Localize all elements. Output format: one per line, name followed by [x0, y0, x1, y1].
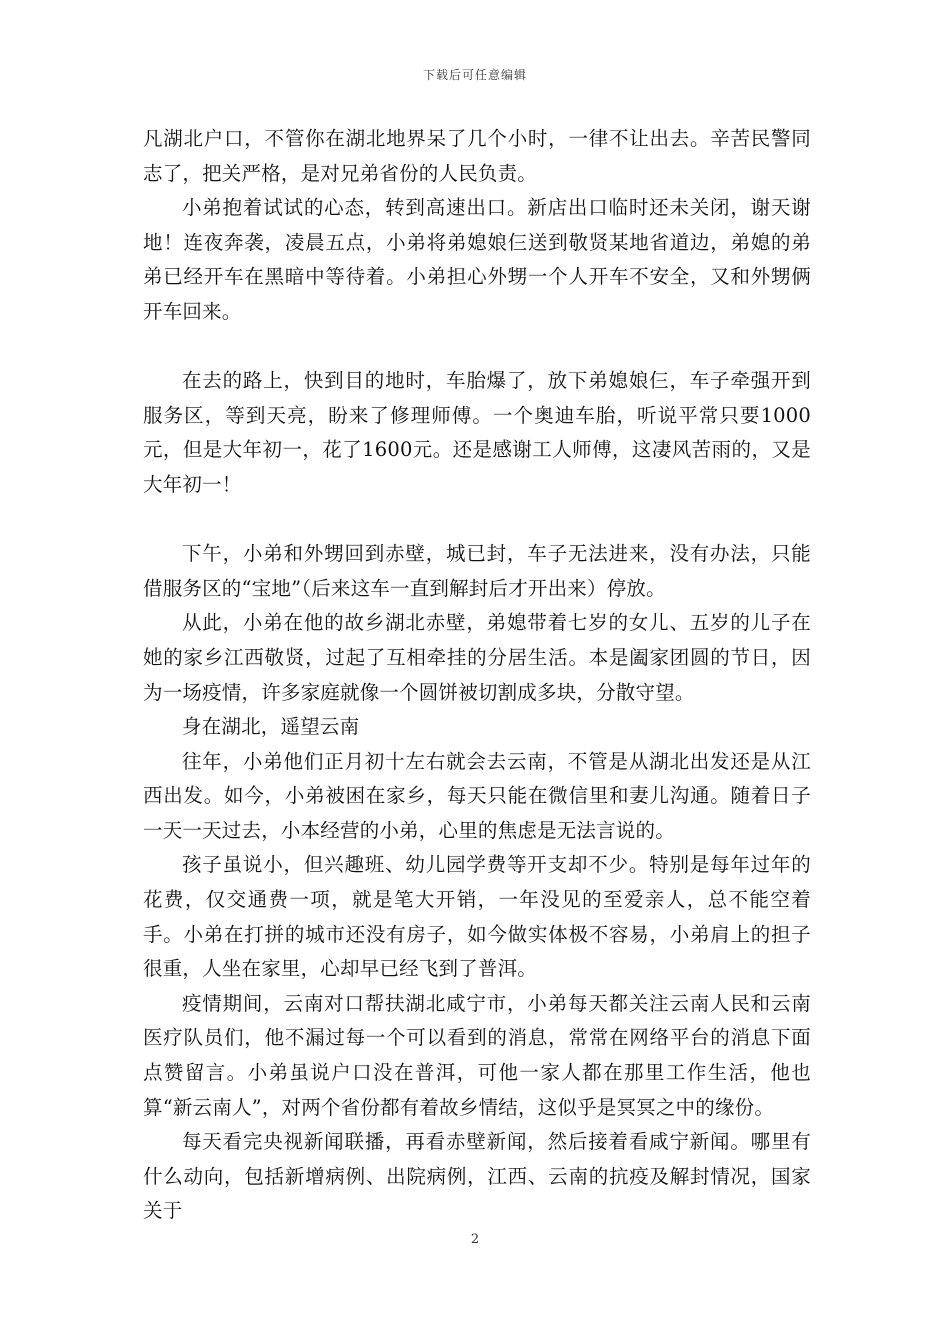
- paragraph-continuation: 凡湖北户口，不管你在湖北地界呆了几个小时，一律不让出去。辛苦民警同志了，把关严格，是对兄弟省份的人民负责。: [143, 127, 811, 185]
- paragraph: 孩子虽说小，但兴趣班、幼儿园学费等开支却不少。特别是每年过年的花费，仅交通费一项，就是笔大开销，一年没见的至爱亲人，总不能空着手。小弟在打拼的城市还没有房子，如今做实体极不容易，小弟肩上的担子很重，人坐在家里，心却早已经飞到了普洱。: [143, 853, 811, 981]
- paragraph: 下午，小弟和外甥回到赤壁，城已封，车子无法进来，没有办法，只能借服务区的“宝地”（后来这车一直到解封后才开出来）停放。: [143, 542, 811, 600]
- page-header: 下载后可任意编辑: [422, 68, 527, 82]
- paragraph: 往年，小弟他们正月初十左右就会去云南，不管是从湖北出发还是从江西出发。如今，小弟被困在家乡，每天只能在微信里和妻儿沟通。随着日子一天一天过去，小本经营的小弟，心里的焦虑是无法言说的。: [143, 749, 811, 842]
- paragraph: 从此，小弟在他的故乡湖北赤壁，弟媳带着七岁的女儿、五岁的儿子在她的家乡江西敬贤，过起了互相牵挂的分居生活。本是阖家团圆的节日，因为一场疫情，许多家庭就像一个圆饼被切割成多块，分散守望。: [143, 611, 811, 704]
- section-heading: 身在湖北，遥望云南: [182, 715, 360, 739]
- paragraph: 小弟抱着试试的心态，转到高速出口。新店出口临时还未关闭，谢天谢地！连夜奔袭，凌晨五点，小弟将弟媳娘仨送到敬贤某地省道边，弟媳的弟弟已经开车在黑暗中等待着。小弟担心外甥一个人开车不安全，又和外甥俩开车回来。: [143, 196, 811, 323]
- paragraph: 疫情期间，云南对口帮扶湖北咸宁市，小弟每天都关注云南人民和云南医疗队员们，他不漏过每一个可以看到的消息，常常在网络平台的消息下面点赞留言。小弟虽说户口没在普洱，可他一家人都在那里工作生活，他也算“新云南人”，对两个省份都有着故乡情结，这似乎是冥冥之中的缘份。: [143, 991, 811, 1119]
- paragraph: 在去的路上，快到目的地时，车胎爆了，放下弟媳娘仨，车子牵强开到服务区，等到天亮，盼来了修理师傅。一个奥迪车胎，听说平常只要1000元，但是大年初一，花了1600元。还是感谢工人师傅，这凄风苦雨的，又是大年初一！: [143, 369, 811, 496]
- document-body: [143, 122, 811, 1229]
- page-number: 2: [470, 1232, 480, 1247]
- paragraph: 每天看完央视新闻联播，再看赤壁新闻，然后接着看咸宁新闻。哪里有什么动向，包括新增病例、出院病例，江西、云南的抗疫及解封情况，国家关于: [143, 1130, 811, 1223]
